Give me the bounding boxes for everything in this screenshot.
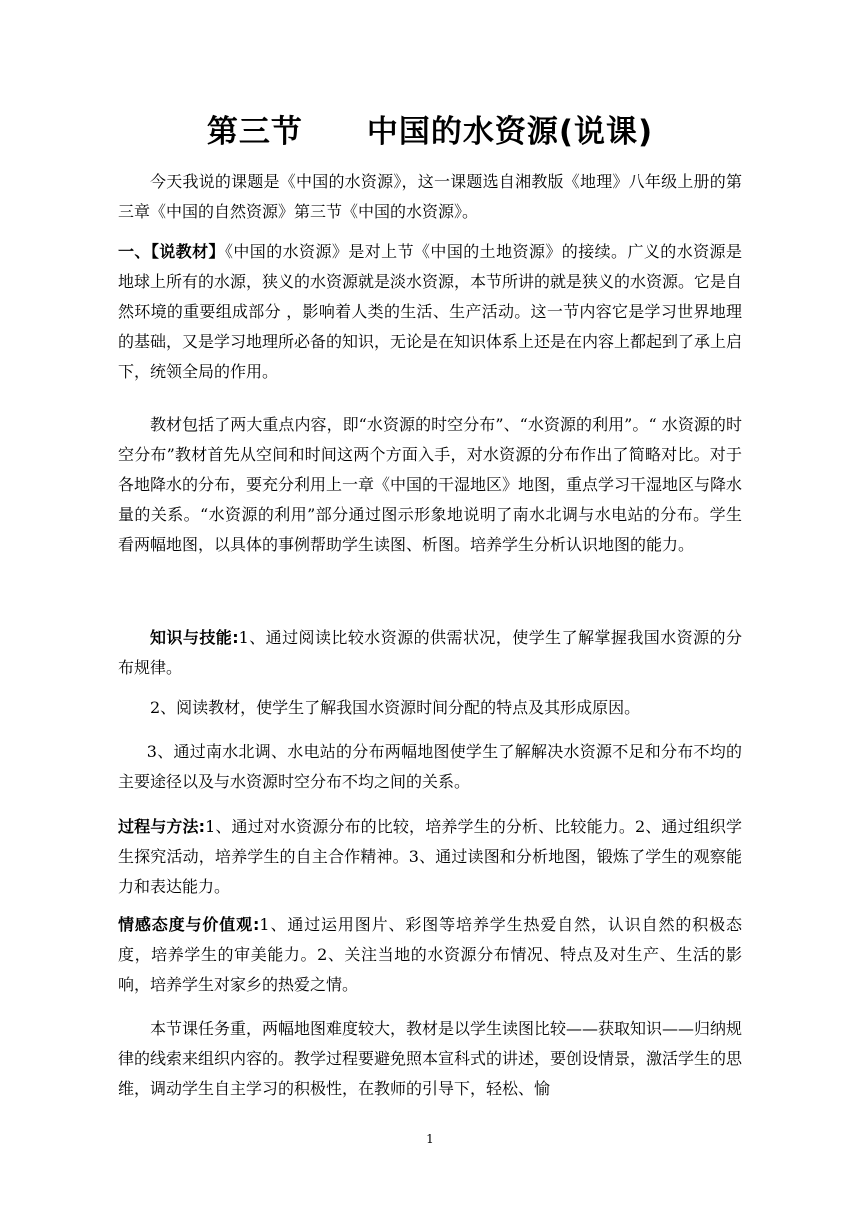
intro-paragraph: 今天我说的课题是《中国的水资源》，这一课题选自湘教版《地理》八年级上册的第三章《中国的自然资源》第三节《中国的水资源》。 (118, 172, 742, 221)
section-text: 《中国的水资源》是对上节《中国的土地资源》的接续。广义的水资源是地球上所有的水源，狭义的水资源就是淡水资源，本节所讲的就是狭义的水资源。它是自然环境的重要组成部分 ，影响着人类的生活、生产活动。这一节内容它是学习世界地理的基础，又是学习地理所必备的知识，无论是在知识体系上还是在内容上都起到了承上启下，统领全局的作用。 (118, 242, 743, 381)
knowledge-item-1: 1、通过阅读比较水资源的供需状况，使学生了解掌握我国水资源的分布规律。 (118, 628, 742, 677)
knowledge-item-2: 2、阅读教材，使学生了解我国水资源时间分配的特点及其形成原因。 (150, 698, 641, 717)
section-teaching-material (118, 237, 742, 387)
process-method-paragraph (118, 812, 742, 902)
emotion-label: 情感态度与价值观: (118, 915, 260, 934)
process-label: 过程与方法: (118, 817, 206, 836)
process-text: 1、通过对水资源分布的比较，培养学生的分析、比较能力。2、通过组织学生探究活动，培养学生的自主合作精神。3、通过读图和分析地图，锻炼了学生的观察能力和表达能力。 (118, 817, 742, 896)
knowledge-label: 知识与技能: (150, 628, 239, 647)
knowledge-skills-paragraph (118, 623, 742, 683)
page-title: 第三节 中国的水资源(说课) (206, 114, 654, 150)
emotion-text: 1、通过运用图片、彩图等培养学生热爱自然，认识自然的积极态度，培养学生的审美能力。2、关注当地的水资源分布情况、特点及对生产、生活的影响，培养学生对家乡的热爱之情。 (118, 915, 742, 994)
closing-paragraph: 本节课任务重，两幅地图难度较大，教材是以学生读图比较——获取知识——归纳规律的线索来组织内容的。教学过程要避免照本宣科式的讲述，要创设情景，激活学生的思维，调动学生自主学习的积极性，在教师的引导下，轻松、愉 (118, 1019, 743, 1098)
content-paragraph: 教材包括了两大重点内容，即“水资源的时空分布”、“水资源的利用”。“ 水资源的时空分布”教材首先从空间和时间这两个方面入手，对水资源的分布作出了简略对比。对于各地降水的分布，要充分利用上一章《中国的干湿地区》地图，重点学习干湿地区与降水量的关系。“水资源的利用”部分通过图示形象地说明了南水北调与水电站的分布。学生看两幅地图，以具体的事例帮助学生读图、析图。培养学生分析认识地图的能力。 (118, 415, 743, 554)
section-heading: 一、【说教材】 (118, 242, 225, 261)
page-number: 1 (426, 1132, 434, 1146)
knowledge-item-3: 3、通过南水北调、水电站的分布两幅地图使学生了解解决水资源不足和分布不均的主要途径以及与水资源时空分布不均之间的关系。 (118, 742, 742, 791)
emotion-values-paragraph (118, 910, 742, 1000)
